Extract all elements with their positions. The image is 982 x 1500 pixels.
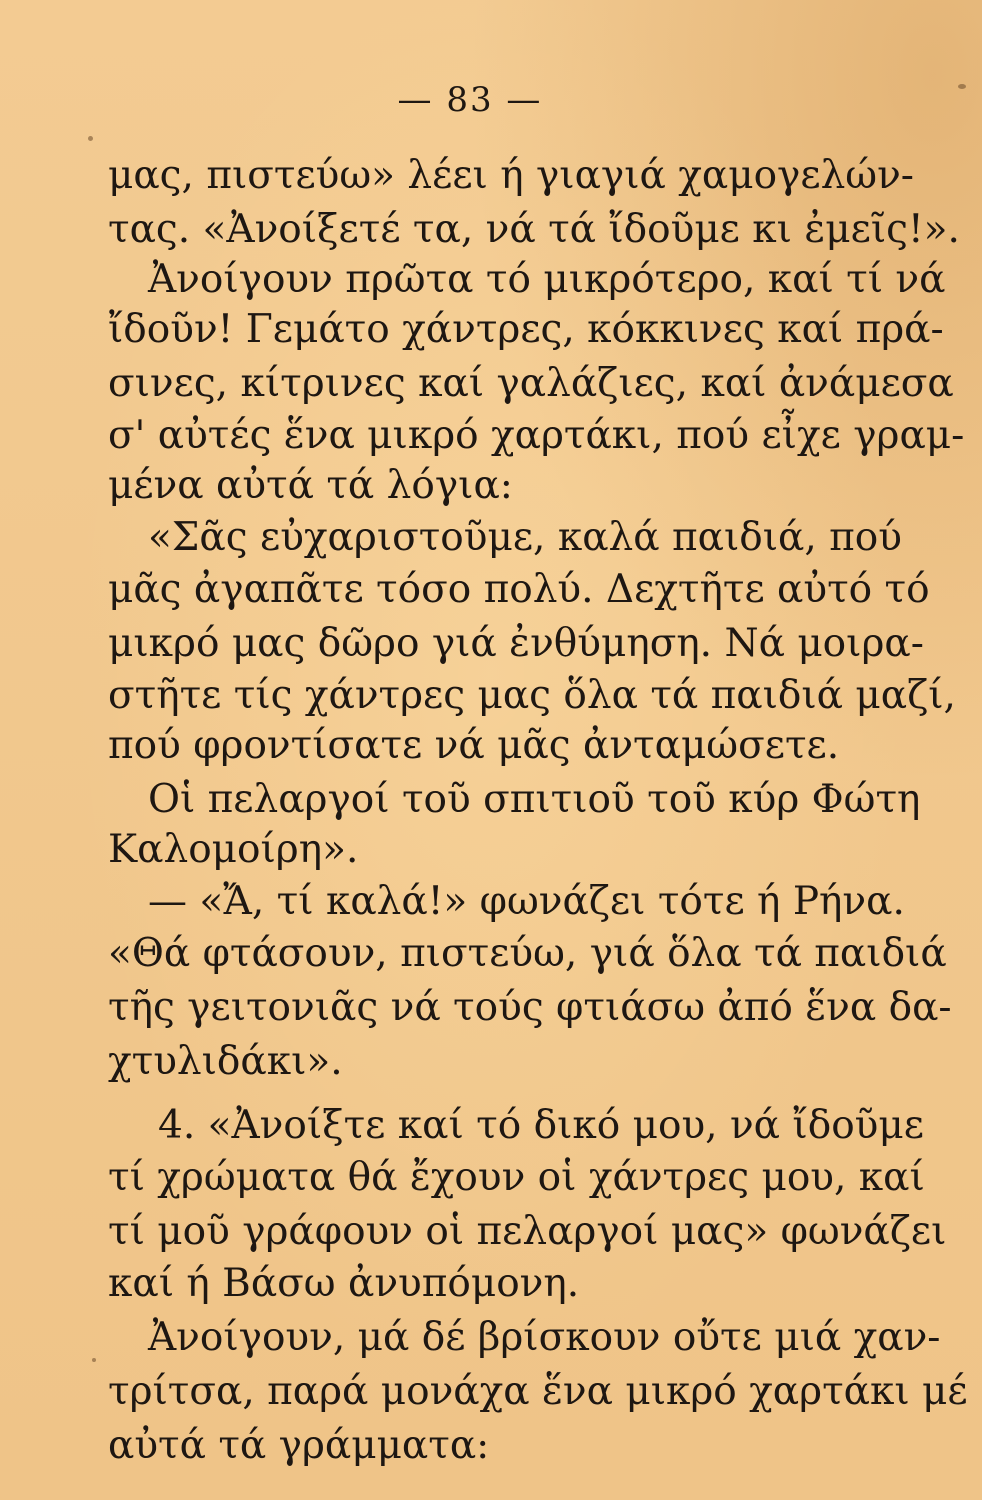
text-line: καί ή Βάσω ἀνυπόμονη. — [108, 1261, 580, 1306]
text-line: πού φροντίσατε νά μᾶς ἀνταμώσετε. — [108, 723, 840, 768]
text-line: μᾶς ἀγαπᾶτε τόσο πολύ. Δεχτῆτε αὐτό τό — [108, 567, 930, 612]
ink-speck — [958, 84, 966, 89]
page-number: — 83 — — [397, 80, 543, 120]
text-line: Καλομοίρη». — [108, 827, 359, 872]
text-line: τῆς γειτονιᾶς νά τούς φτιάσω ἀπό ἕνα δα- — [108, 985, 952, 1030]
text-line: Ἀνοίγουν πρῶτα τό μικρότερο, καί τί νά — [148, 257, 946, 302]
text-line: ἴδοῦν! Γεμάτο χάντρες, κόκκινες καί πρά- — [108, 307, 944, 352]
text-line: τί χρώματα θά ἔχουν οἱ χάντρες μου, καί — [108, 1155, 925, 1200]
text-line: σινες, κίτρινες καί γαλάζιες, καί ἀνάμεσα — [108, 361, 954, 406]
text-line: μικρό μας δῶρο γιά ἐνθύμηση. Νά μοιρα- — [108, 621, 924, 666]
text-line: τρίτσα, παρά μονάχα ἕνα μικρό χαρτάκι μέ — [108, 1369, 968, 1414]
text-line: — «Ἄ, τί καλά!» φωνάζει τότε ή Ρήνα. — [148, 879, 905, 924]
text-line: σ' αὐτές ἕνα μικρό χαρτάκι, πού εἶχε γραμ- — [108, 413, 965, 458]
text-line: μας, πιστεύω» λέει ή γιαγιά χαμογελών- — [108, 153, 914, 198]
text-line: αὐτά τά γράμματα: — [108, 1423, 490, 1468]
text-line: Οἱ πελαργοί τοῦ σπιτιοῦ τοῦ κύρ Φώτη — [148, 777, 921, 822]
text-line: μένα αὐτά τά λόγια: — [108, 463, 513, 508]
text-line: χτυλιδάκι». — [108, 1039, 343, 1084]
text-line: «Θά φτάσουν, πιστεύω, γιά ὅλα τά παιδιά — [108, 931, 947, 976]
text-line: στῆτε τίς χάντρες μας ὅλα τά παιδιά μαζί, — [108, 673, 956, 718]
text-line: Ἀνοίγουν, μά δέ βρίσκουν οὔτε μιά χαν- — [148, 1315, 941, 1360]
text-line: τί μοῦ γράφουν οἱ πελαργοί μας» φωνάζει — [108, 1209, 947, 1254]
ink-speck — [92, 1358, 96, 1362]
text-line: «Σᾶς εὐχαριστοῦμε, καλά παιδιά, πού — [148, 515, 902, 560]
text-line: 4. «Ἀνοίξτε καί τό δικό μου, νά ἴδοῦμε — [158, 1103, 924, 1148]
ink-speck — [88, 136, 93, 141]
text-line: τας. «Ἀνοίξετέ τα, νά τά ἴδοῦμε κι ἐμεῖς!». — [108, 207, 960, 252]
